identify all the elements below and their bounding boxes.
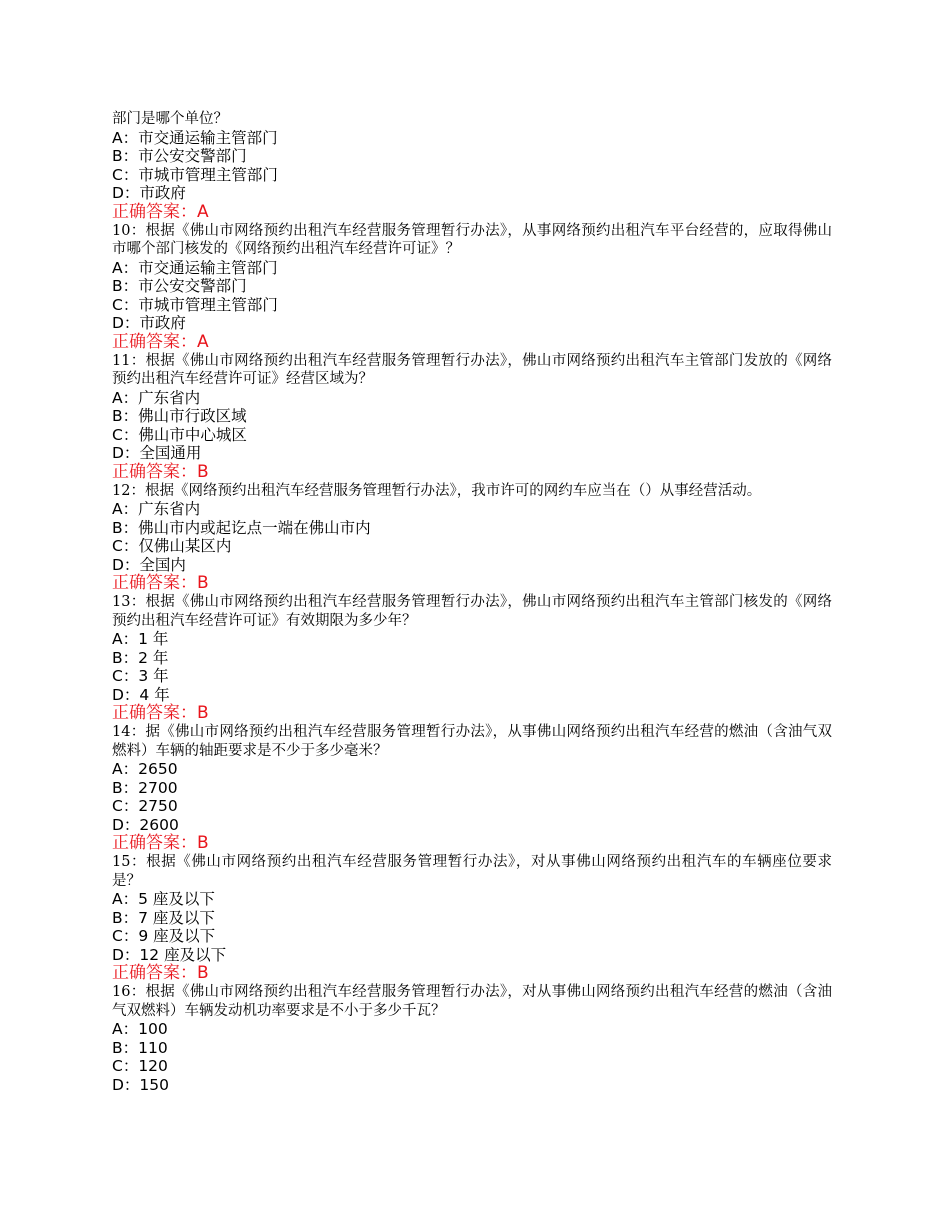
answer-option: D：全国通用 [112,444,202,462]
correct-answer: 正确答案：B [112,963,209,983]
question-block [112,593,832,723]
document-body [112,110,832,1094]
question-text: 13：根据《佛山市网络预约出租汽车经营服务管理暂行办法》，佛山市网络预约出租汽车主管部门核发的《网络预约出租汽车经营许可证》有效期限为多少年？ [112,594,832,629]
answer-option: C：2750 [112,797,178,815]
answer-option: A：100 [112,1020,168,1038]
question-text: 10：根据《佛山市网络预约出租汽车经营服务管理暂行办法》，从事网络预约出租汽车平台经营的，应取得佛山市哪个部门核发的《网络预约出租汽车经营许可证》？ [112,222,832,257]
correct-answer: 正确答案：B [112,833,209,853]
question-text: 11：根据《佛山市网络预约出租汽车经营服务管理暂行办法》，佛山市网络预约出租汽车主管部门发放的《网络预约出租汽车经营许可证》经营区域为？ [112,352,832,387]
answer-option: B：市公安交警部门 [112,147,247,165]
correct-answer: 正确答案：B [112,573,209,593]
answer-option: D：市政府 [112,184,186,202]
question-block [112,482,832,594]
question-text: 14：据《佛山市网络预约出租汽车经营服务管理暂行办法》，从事佛山网络预约出租汽车经营的燃油（含油气双燃料）车辆的轴距要求是不少于多少毫米？ [112,724,832,759]
answer-option: C：120 [112,1057,168,1075]
question-text: 16：根据《佛山市网络预约出租汽车经营服务管理暂行办法》，对从事佛山网络预约出租汽车经营的燃油（含油气双燃料）车辆发动机功率要求是不小于多少千瓦？ [112,984,832,1019]
answer-option: B：市公安交警部门 [112,277,247,295]
answer-option: B：2700 [112,778,178,797]
answer-option: B：7 座及以下 [112,908,215,927]
answer-option: C：3 年 [112,667,169,685]
question-block [112,853,832,983]
answer-option: A：广东省内 [112,500,201,518]
answer-option: B：佛山市内或起讫点一端在佛山市内 [112,518,371,537]
answer-option: B：2 年 [112,648,169,667]
question-text: 部门是哪个单位？ [112,111,228,127]
correct-answer: 正确答案：B [112,461,209,482]
answer-option: D：全国内 [112,555,186,574]
answer-option: A：5 座及以下 [112,890,215,908]
question-block [112,723,832,853]
question-block [112,222,832,352]
question-block [112,352,832,482]
answer-option: A：2650 [112,760,178,778]
question-block [112,983,832,1094]
answer-option: D：4 年 [112,685,170,704]
question-block [112,110,832,222]
answer-option: C：9 座及以下 [112,927,216,945]
answer-option: A：市交通运输主管部门 [112,258,278,277]
answer-option: D：150 [112,1075,170,1094]
question-text: 12：根据《网络预约出租汽车经营服务管理暂行办法》，我市许可的网约车应当在（）从事经营活动。 [112,482,762,499]
answer-option: C：市城市管理主管部门 [112,295,278,314]
question-text: 15：根据《佛山市网络预约出租汽车经营服务管理暂行办法》，对从事佛山网络预约出租汽车的车辆座位要求是？ [112,854,832,889]
answer-option: A：市交通运输主管部门 [112,128,278,147]
answer-option: A：广东省内 [112,388,201,407]
answer-option: B：佛山市行政区域 [112,407,247,425]
answer-option: C：市城市管理主管部门 [112,165,278,184]
answer-option: C：佛山市中心城区 [112,425,247,444]
answer-option: D：市政府 [112,314,186,332]
answer-option: C：仅佛山某区内 [112,537,232,555]
correct-answer: 正确答案：A [112,331,209,352]
answer-option: D：2600 [112,815,179,834]
correct-answer: 正确答案：B [112,703,209,723]
answer-option: A：1 年 [112,630,169,648]
answer-option: B：110 [112,1038,168,1057]
correct-answer: 正确答案：A [112,201,209,222]
answer-option: D：12 座及以下 [112,945,227,964]
